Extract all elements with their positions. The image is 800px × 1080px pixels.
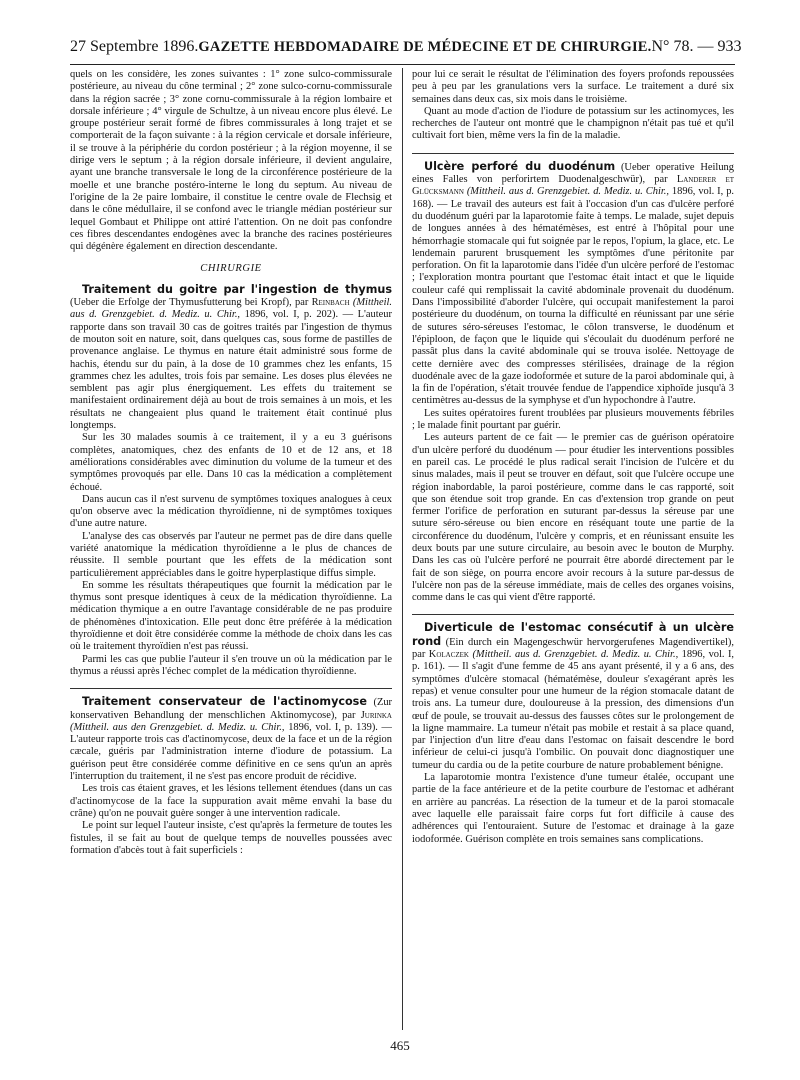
article-body: 1896, vol. I, p. 168). — Le travail des auteurs est fait à l'occasion d'un cas d'ulcère perforé du duodénum guéri par la laparotomie faite à temps. Le malade, sujet depuis de longues années à des hématémèses, est entré à l'hôpital pour une hémorrhagie stomacale qui fut soignée par le repos, l'opium, la glace, etc. Le lendemain parurent brusquement les symptômes d'une péritonite par perforation. On fit la laparotomie dans l'idée d'un ulcère perforé de l'estomac ; l'exploration montra pourtant que l'estomac était intact et que le liquide couleur café qui remplissait la cavité abdominale provenait du duodénum. Dans l'impossibilité d'aborder l'ulcère, qui occupait manifestement la paroi postérieure du duodénum, on tourna la difficulté en réunissant par une série de sutures séro-séreuses l'estomac, le côlon transverse, le duodénum et l'épiploon, de façon que le liquide qui s'écoulait du duodénum perforé ne passât plus dans la cavité abdominale qui se trouva isolée. Nettoyage de cette dernière avec des compresses stérilisées, drainage de la région duodénale avec de la gaze iodoformée et suture de la paroi abdominale qui, à la fin de l'opération, s'était trouvée fendue de l'appendice xiphoïde jusqu'à 3 centimètres au-dessus de la symphyse et d'un hypochondre à l'autre. — [412, 186, 734, 407]
article-title: Traitement du goitre par l'ingestion de thymus — [82, 282, 392, 296]
article-source: (Mittheil. aus den Grenzgebiet. d. Mediz. u. Chir., — [70, 721, 285, 733]
paragraph: Les auteurs partent de ce fait — le premier cas de guérison opératoire d'un ulcère perforé du duodénum — pour étudier les interventions possibles en pareil cas. Le procédé le plus radical serait l'incision de l'ulcère et du sinus malades, mais il peut se trouver en défaut, soit que l'ulcère occupe une région inabordable, la paroi postérieure, comme dans le cas rapporté, soit que son étendue soit trop grande. En cas d'extension trop grande on peut fermer l'orifice de perforation en suturant par-dessus la séreuse par une suture séro-séreuse ou bien encore en réséquant toute une partie de la circonférence du duodénum, l'ulcère y compris, et en réunissant ensuite les deux bouts par une suture circulaire, au besoin avec le bouton de Murphy. Dans les cas où l'ulcère perforé ne pourrait être abordé directement par le fait de son siège, on pourra encore avoir recours à la suture par-dessus de l'ulcère non pas de la séreuse immédiate, mais de celles des organes voisins, comme dans le cas qui vient d'être rapporté. — [412, 432, 734, 604]
header-issue-page: N° 78. — 933 — [651, 38, 742, 55]
article-ref: (Ueber operative Heilung eines Falles von perforirtem Duodenalgeschwür), par — [412, 161, 734, 186]
article-source: (Mittheil. aus d. Grenzgebiet. d. Mediz. u. Chir., — [466, 186, 669, 198]
article-author: Kolaczek — [428, 649, 469, 661]
article-title: Traitement conservateur de l'actinomycose — [82, 695, 367, 709]
article-separator — [412, 153, 734, 154]
left-column — [70, 69, 392, 1029]
article-title: Ulcère perforé du duodénum — [424, 159, 616, 173]
header-journal-title: GAZETTE HEBDOMADAIRE DE MÉDECINE ET DE CHIRURGIE. — [198, 39, 652, 55]
header-rule — [70, 64, 735, 65]
article-actinomycose-head — [70, 696, 392, 783]
article-ref: (Ein durch ein Magengeschwür hervorgerufenes Magendivertikel), par — [412, 636, 734, 661]
article-separator — [412, 614, 734, 615]
continued-paragraph: pour lui ce serait le résultat de l'élimination des foyers profonds repoussées peu à peu par les granulations vers la surface. Le traitement a duré six semaines dans deux cas, six mois dans le troisième. — [412, 69, 734, 105]
article-diverticule-head — [412, 622, 734, 772]
article-body: 1896, vol. I, p. 139). — L'auteur rapporte trois cas d'actinomycose, deux de la face et un de la région cæcale, guéris par l'administration interne d'iodure de potassium. La guérison peut être considérée comme définitive en ce sens qu'un an après l'interruption du traitement, il ne s'est pas encore produit de récidive. — [70, 721, 392, 783]
paragraph: Les suites opératoires furent troublées par plusieurs mouvements fébriles ; le malade finit pourtant par guérir. — [412, 407, 734, 432]
article-body: 1896, vol. I, p. 202). — L'auteur rapporte dans son travail 30 cas de goitres traités par l'ingestion de thymus de mouton soit en nature, soit, dans quelques cas, sous forme de pastilles de provenance anglaise. Le thymus en nature était administré sous forme de hachis, étendu sur du pain, à la dose de 10 grammes chez les enfants, 15 grammes chez les adultes, trois fois par semaine. Les doses plus élevées ne semblent pas agir plus énergiquement. Les effets du traitement se manifestaient ordinairement déjà au bout de trois semaines à un mois, et les résultats ne changeaient plus quand le traitement était continué plus longtemps. — [70, 309, 392, 432]
paragraph: Sur les 30 malades soumis à ce traitement, il y a eu 3 guérisons complètes, anatomiques, chez des enfants de 10 et de 12 ans, et 18 améliorations considérables avec diminution du volume de la tumeur et des symptômes provoqués par elle. Dans 10 cas la médication a complètement échoué. — [70, 432, 392, 493]
article-duodenum-head — [412, 161, 734, 408]
paragraph: Quant au mode d'action de l'iodure de potassium sur les actinomyces, les recherches de l'auteur ont montré que le champignon n'était pas tué et qu'il cultivait fort bien, même vers la fin de la maladie. — [412, 105, 734, 142]
article-body: 1896, vol. I, p. 161). — Il s'agit d'une femme de 45 ans ayant présenté, il y a 6 ans, des symptômes d'ulcère stomacal (hématémèse, douleur s'exagérant après les repas) et venue consulter pour une humeur de la région stomacale datant de trois ans. La tumeur dure, douloureuse à la pression, des dimensions d'un œuf de poule, se trouvait au-dessus des fausses côtes sur le prolongement de la ligne mammaire. La tumeur n'était pas mobile et restait à sa place quand, par l'injection d'un litre d'eau dans l'estomac on faisait descendre le bord inférieur de celui-ci jusqu'à l'ombilic. On pouvait donc diagnostiquer une tumeur du cardia ou de la petite courbure de nature probablement bénigne. — [412, 649, 734, 771]
article-source: (Mittheil. aus d. Grenzgebiet. d. Mediz. u. Chir., — [472, 649, 679, 661]
article-ref: (Ueber die Erfolge der Thymusfutterung bei Kropf), par — [70, 297, 309, 309]
article-author: Reinbach — [311, 297, 350, 309]
article-title: Diverticule de l'estomac consécutif à un ulcère rond — [412, 621, 734, 648]
article-source: (Mittheil. aus d. Grenzgebiet. d. Mediz. u. Chir., — [70, 297, 392, 321]
article-thymus-head — [70, 284, 392, 433]
paragraph: Dans aucun cas il n'est survenu de symptômes toxiques analogues à ceux qu'on observe avec la médication thyroïdienne, ni de symptômes toxiques d'une autre nature. — [70, 493, 392, 530]
running-header — [70, 38, 742, 60]
right-column — [412, 69, 734, 1029]
paragraph: Le point sur lequel l'auteur insiste, c'est qu'après la fermeture de toutes les fistules, il se fait au bout de quelque temps de nouvelles poussées avec formation d'abcès tout à fait superficiels : — [70, 820, 392, 856]
column-divider — [402, 68, 403, 1030]
continued-paragraph: quels on les considère, les zones suivantes : 1° zone sulco-commissurale postérieure, au niveau du cône terminal ; 2° zone sulco-cornu-commissurale dans la région sacrée ; 3° zone cornu-commissurale à la région lombaire et dorsale inférieure ; 4° virgule de Schultze, à un niveau encore plus élevé. Le groupe postérieur serait formé de fibres commissurales à long trajet et se comporterait de la façon suivante : à la région cervicale et dorsale inférieure, il se trouve à la périphérie du cordon postérieur ; à la région moyenne, il se dirige vers le septum ; à la région dorsale inférieure, il devient angulaire, ayant une branche transversale le long de la circonférence postérieure de la moelle et une branche postéro-interne le long du septum. Au niveau de l'origine de la 2e paire lombaire, il constitue le centre ovale de Flechsig et dans le cône médullaire, il se confond avec le triangle médian postérieur sur lequel Gombaut et Philippe ont attiré l'attention. On ne doit pas confondre ces fibres descendantes endogènes avec la branche des racines postérieures qui dégénère également en direction descendante. — [70, 69, 392, 253]
paragraph: En somme les résultats thérapeutiques que fournit la médication par le thymus sont presque identiques à ceux de la médication thyroïdienne. La médication thymique a en outre l'avantage considérable de ne pas produire de phénomènes d'intoxication. Elle peut donc être préférée à la médication thyroïdienne et doit être considérée comme la méthode de choix dans les cas où le traitement thyroïdien n'est pas réussi. — [70, 579, 392, 653]
page-folio: 465 — [390, 1038, 410, 1053]
section-heading: CHIRURGIE — [200, 263, 262, 275]
paragraph: Les trois cas étaient graves, et les lésions tellement étendues (dans un cas d'actinomycose de la face la suppuration avait même envahi la base du crâne) qu'on ne pouvait guère songer à une intervention radicale. — [70, 783, 392, 819]
paragraph: Parmi les cas que publie l'auteur il s'en trouve un où la médication par le thymus a réussi après l'échec complet de la médication thyroïdienne. — [70, 653, 392, 677]
article-ref: (Zur konservativen Behandlung der menschlichen Aktinomycose), par — [70, 697, 392, 721]
article-author: Landerer et Glücksmann — [412, 174, 734, 198]
header-date: 27 Septembre 1896. — [70, 38, 199, 55]
paragraph: L'analyse des cas observés par l'auteur ne permet pas de dire dans quelle variété anatomique la médication thyroïdienne a le plus de chances de réussite. Il semble pourtant que les effets de la médication sont particulièrement appréciables dans le goitre hyperplastique diffus simple. — [70, 530, 392, 579]
paragraph: La laparotomie montra l'existence d'une tumeur étalée, occupant une partie de la face antérieure et de la petite courbure de l'estomac et adhérant en arrière au pancréas. La résection de la tumeur et de la paroi stomacale avec laquelle elle paraissait faire corps fut fort difficile à cause des adhérences qui l'entouraient. Suture de l'estomac et drainage à la gaze iodoformée. Guérison complète en trois semaines sans complications. — [412, 772, 734, 845]
article-separator — [70, 688, 392, 689]
article-author: Jurinka — [360, 709, 392, 721]
